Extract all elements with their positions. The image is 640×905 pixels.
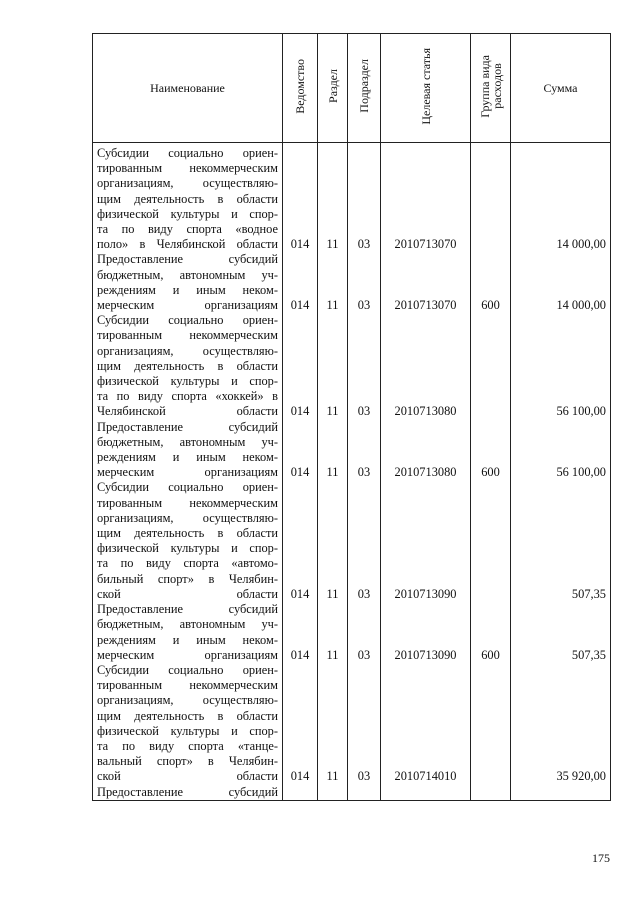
cell-podrazdel — [348, 785, 381, 801]
name-line: мерческим организациям — [97, 298, 278, 313]
table-row — [93, 663, 611, 785]
cell-podrazdel: 03 — [348, 313, 381, 419]
table-body — [93, 143, 611, 801]
name-line: поло» в Челябинской области — [97, 237, 278, 252]
name-line: Предоставление субсидий — [97, 784, 278, 799]
name-line: Субсидии социально ориен- — [97, 480, 278, 495]
cell-celevaya: 2010713080 — [381, 420, 471, 481]
name-line: Субсидии социально ориен- — [97, 313, 278, 328]
header-celevaya: Целевая статья — [381, 34, 471, 143]
cell-podrazdel: 03 — [348, 420, 381, 481]
cell-summa: 14 000,00 — [511, 143, 611, 253]
cell-gruppa — [471, 143, 511, 253]
cell-summa: 56 100,00 — [511, 313, 611, 419]
budget-table — [92, 33, 611, 801]
name-line: Челябинской области — [97, 404, 278, 419]
cell-vedomstvo: 014 — [283, 143, 318, 253]
cell-gruppa: 600 — [471, 420, 511, 481]
name-line: та по виду спорта «водное — [97, 222, 278, 237]
name-line: ской области — [97, 769, 278, 784]
name-line: щим деятельность в области — [97, 526, 278, 541]
name-line: организациям, осуществляю- — [97, 510, 278, 525]
cell-summa: 35 920,00 — [511, 663, 611, 785]
cell-name — [93, 602, 283, 663]
name-line: та по виду спорта «хоккей» в — [97, 389, 278, 404]
name-line: щим деятельность в области — [97, 191, 278, 206]
header-razdel: Раздел — [318, 34, 348, 143]
table-row — [93, 602, 611, 663]
cell-vedomstvo: 014 — [283, 252, 318, 313]
name-line: Предоставление субсидий — [97, 252, 278, 267]
page-number: 175 — [592, 851, 610, 865]
cell-summa: 507,35 — [511, 602, 611, 663]
cell-podrazdel: 03 — [348, 252, 381, 313]
cell-vedomstvo: 014 — [283, 663, 318, 785]
cell-celevaya: 2010713090 — [381, 602, 471, 663]
header-vedomstvo: Ведомство — [283, 34, 318, 143]
table-row — [93, 480, 611, 602]
cell-name — [93, 252, 283, 313]
name-line: Субсидии социально ориен- — [97, 146, 278, 160]
header-name: Наименование — [93, 34, 283, 143]
table-row — [93, 313, 611, 419]
name-line: физической культуры и спор- — [97, 541, 278, 556]
cell-vedomstvo: 014 — [283, 480, 318, 602]
name-line: реждениям и иным неком- — [97, 282, 278, 297]
name-line: тированным некоммерческим — [97, 678, 278, 693]
cell-celevaya: 2010713070 — [381, 252, 471, 313]
name-line: тированным некоммерческим — [97, 161, 278, 176]
cell-podrazdel: 03 — [348, 602, 381, 663]
cell-vedomstvo: 014 — [283, 602, 318, 663]
cell-celevaya: 2010713090 — [381, 480, 471, 602]
cell-gruppa — [471, 663, 511, 785]
cell-razdel: 11 — [318, 602, 348, 663]
header-row — [93, 34, 611, 143]
name-line: организациям, осуществляю- — [97, 343, 278, 358]
name-line: организациям, осуществляю- — [97, 693, 278, 708]
name-line: мерческим организациям — [97, 647, 278, 662]
cell-celevaya: 2010714010 — [381, 663, 471, 785]
name-line: та по виду спорта «автомо- — [97, 556, 278, 571]
name-line: бюджетным, автономным уч- — [97, 617, 278, 632]
cell-gruppa — [471, 785, 511, 801]
cell-gruppa: 600 — [471, 252, 511, 313]
cell-name — [93, 785, 283, 801]
cell-celevaya: 2010713080 — [381, 313, 471, 419]
name-line: физической культуры и спор- — [97, 374, 278, 389]
cell-podrazdel: 03 — [348, 480, 381, 602]
cell-name — [93, 480, 283, 602]
name-line: бюджетным, автономным уч- — [97, 434, 278, 449]
cell-summa — [511, 785, 611, 801]
header-summa: Сумма — [511, 34, 611, 143]
table-row — [93, 252, 611, 313]
cell-gruppa — [471, 480, 511, 602]
name-line: физической культуры и спор- — [97, 723, 278, 738]
header-gruppa: Группа вида расходов — [471, 34, 511, 143]
cell-razdel: 11 — [318, 663, 348, 785]
table-row — [93, 785, 611, 801]
cell-name — [93, 313, 283, 419]
cell-summa: 14 000,00 — [511, 252, 611, 313]
name-line: физической культуры и спор- — [97, 206, 278, 221]
cell-vedomstvo — [283, 785, 318, 801]
cell-podrazdel: 03 — [348, 663, 381, 785]
name-line: реждениям и иным неком- — [97, 450, 278, 465]
cell-celevaya: 2010713070 — [381, 143, 471, 253]
cell-name — [93, 663, 283, 785]
name-line: мерческим организациям — [97, 465, 278, 480]
name-line: Субсидии социально ориен- — [97, 662, 278, 677]
name-line: Предоставление субсидий — [97, 602, 278, 617]
name-line: та по виду спорта «танце- — [97, 738, 278, 753]
name-line: бильный спорт» в Челябин- — [97, 571, 278, 586]
cell-celevaya — [381, 785, 471, 801]
name-line: реждениям и иным неком- — [97, 632, 278, 647]
cell-name — [93, 143, 283, 253]
name-line: организациям, осуществляю- — [97, 176, 278, 191]
table-row — [93, 143, 611, 253]
cell-podrazdel: 03 — [348, 143, 381, 253]
cell-gruppa: 600 — [471, 602, 511, 663]
cell-razdel: 11 — [318, 313, 348, 419]
cell-gruppa — [471, 313, 511, 419]
name-line: бюджетным, автономным уч- — [97, 267, 278, 282]
name-line: щим деятельность в области — [97, 358, 278, 373]
cell-vedomstvo: 014 — [283, 313, 318, 419]
cell-razdel: 11 — [318, 420, 348, 481]
cell-vedomstvo: 014 — [283, 420, 318, 481]
name-line: тированным некоммерческим — [97, 328, 278, 343]
name-line: тированным некоммерческим — [97, 495, 278, 510]
cell-summa: 507,35 — [511, 480, 611, 602]
name-line: щим деятельность в области — [97, 708, 278, 723]
cell-razdel — [318, 785, 348, 801]
cell-summa: 56 100,00 — [511, 420, 611, 481]
name-line: Предоставление субсидий — [97, 419, 278, 434]
name-line: ской области — [97, 586, 278, 601]
header-podrazdel: Подраздел — [348, 34, 381, 143]
name-line: вальный спорт» в Челябин- — [97, 754, 278, 769]
cell-razdel: 11 — [318, 480, 348, 602]
cell-razdel: 11 — [318, 252, 348, 313]
cell-name — [93, 420, 283, 481]
cell-razdel: 11 — [318, 143, 348, 253]
table-row — [93, 420, 611, 481]
